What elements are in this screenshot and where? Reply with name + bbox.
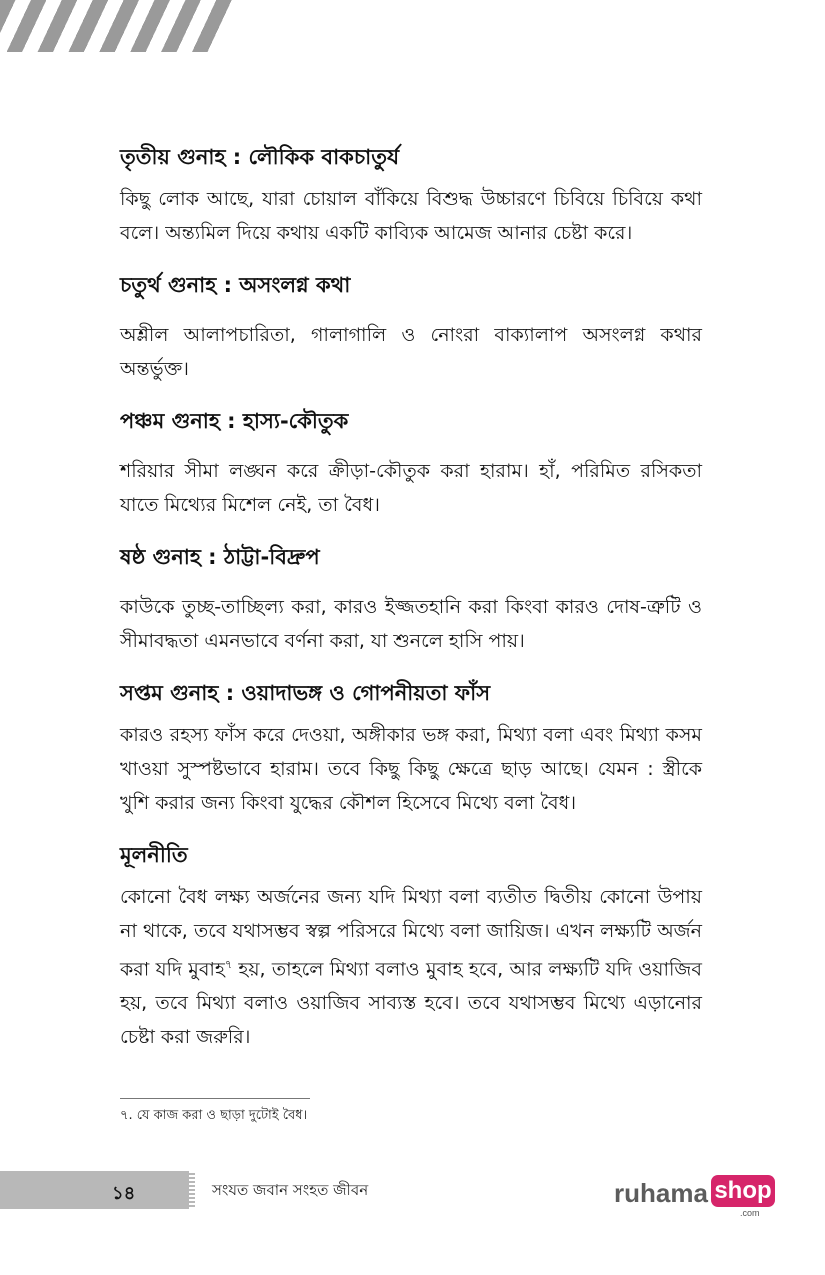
section-heading-5: পঞ্চম গুনাহ : হাস্য-কৌতুক: [120, 409, 349, 433]
footer-bar: [0, 1171, 195, 1209]
section-body-4: অশ্লীল আলাপচারিতা, গালাগালি ও নোংরা বাক্যালাপ অসংলগ্ন কথার অন্তর্ভুক্ত।: [120, 324, 702, 380]
section-body-7: কারও রহস্য ফাঁস করে দেওয়া, অঙ্গীকার ভঙ্গ করা, মিথ্যা বলা এবং মিথ্যা কসম খাওয়া সুস্পষ্টভাবে হারাম। তবে কিছু কিছু ক্ষেত্রে ছাড় আছে। যেমন : স্ত্রীকে খুশি করার জন্য কিংবা যুদ্ধের কৌশল হিসেবে মিথ্যে বলা বৈধ।: [120, 724, 702, 814]
section-heading-7: সপ্তম গুনাহ : ওয়াদাভঙ্গ ও গোপনীয়তা ফাঁস: [120, 681, 491, 705]
section-body-6: কাউকে তুচ্ছ-তাচ্ছিল্য করা, কারও ইজ্জতহানি করা কিংবা কারও দোষ-ত্রুটি ও সীমাবদ্ধতা এমনভাবে বর্ণনা করা, যা শুনলে হাসি পায়।: [120, 596, 702, 652]
principle-text-before: কোনো বৈধ লক্ষ্য অর্জনের জন্য যদি মিথ্যা বলা ব্যতীত দ্বিতীয় কোনো উপায় না থাকে, তবে যথাসম্ভব স্বল্প পরিসরে মিথ্যে বলা জায়িজ। এখন লক্ষ্যটি অর্জন করা যদি মুবাহ: [120, 886, 702, 981]
footnote-reference[interactable]: ৭: [224, 958, 233, 971]
footnote-text: ৭. যে কাজ করা ও ছাড়া দুটোই বৈধ।: [120, 1108, 308, 1123]
section-body-5: শরিয়ার সীমা লঙ্ঘন করে ক্রীড়া-কৌতুক করা হারাম। হাঁ, পরিমিত রসিকতা যাতে মিথ্যের মিশেল নেই, তা বৈধ।: [120, 460, 702, 516]
page-number: ১৪: [112, 1183, 136, 1204]
section-body-principle: [120, 880, 702, 1054]
logo-text-com: .com: [740, 1208, 760, 1218]
logo-text-ruhama: ruhama: [614, 1178, 708, 1208]
footnote-divider: [120, 1098, 310, 1099]
section-heading-4: চতুর্থ গুনাহ : অসংলগ্ন কথা: [120, 273, 351, 297]
book-title: সংযত জবান সংহত জীবন: [212, 1181, 369, 1199]
ruhamashop-logo: [614, 1172, 789, 1220]
page-content: [120, 142, 702, 1054]
section-heading-principle: মূলনীতি: [120, 843, 188, 867]
section-body-3: কিছু লোক আছে, যারা চোয়াল বাঁকিয়ে বিশুদ্ধ উচ্চারণে চিবিয়ে চিবিয়ে কথা বলে। অন্ত্যমিল দিয়ে কথায় একটি কাব্যিক আমেজ আনার চেষ্টা করে।: [120, 188, 702, 244]
section-heading-6: ষষ্ঠ গুনাহ : ঠাট্টা-বিদ্রুপ: [120, 545, 320, 569]
header-stripes-decoration: [0, 0, 240, 52]
section-heading-3: তৃতীয় গুনাহ : লৌকিক বাকচাতুর্য: [120, 145, 400, 169]
logo-text-shop: shop: [711, 1175, 775, 1207]
principle-text-after: হয়, তাহলে মিথ্যা বলাও মুবাহ হবে, আর লক্ষ্যটি যদি ওয়াজিব হয়, তবে মিথ্যা বলাও ওয়াজিব সাব্যস্ত হবে। তবে যথাসম্ভব মিথ্যে এড়ানোর চেষ্টা করা জরুরি।: [120, 958, 702, 1049]
